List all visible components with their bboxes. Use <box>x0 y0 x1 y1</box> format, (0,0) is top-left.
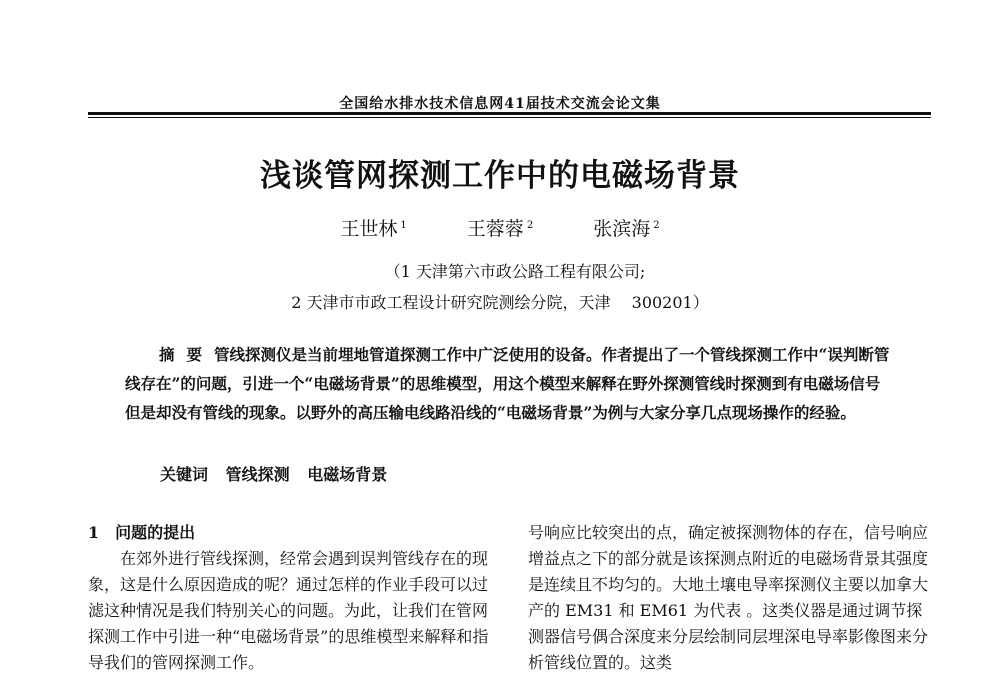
body-column-right <box>528 520 933 676</box>
abstract-text: 管线探测仪是当前埋地管道探测工作中广泛使用的设备。作者提出了一个管线探测工作中“误判断管线存在”的问题，引进一个“电磁场背景”的思维模型，用这个模型来解释在野外探测管线时探测到有电磁场信号但是却没有管线的现象。以野外的高压输电线路沿线的“电磁场背景”为例与大家分享几点现场操作的经验。 <box>125 345 890 422</box>
author-name: 张滨海 <box>593 218 651 240</box>
author <box>593 214 659 241</box>
author-affiliation-mark: 2 <box>653 219 660 231</box>
author-affiliation-mark: 2 <box>526 219 534 231</box>
abstract-label: 摘要 <box>159 345 215 364</box>
author-affiliation-mark: 1 <box>400 219 407 231</box>
keywords <box>160 462 387 485</box>
author-name: 王世林 <box>340 218 398 240</box>
author-name: 王蓉蓉 <box>466 218 524 240</box>
body-paragraph: 在郊外进行管线探测，经常会遇到误判管线存在的现象，这是什么原因造成的呢？通过怎样的作业手段可以过滤这种情况是我们特别关心的问题。为此，让我们在管网探测工作中引进一种“电磁场背景”的思维模型来解释和指导我们的管网探测工作。 <box>88 549 489 672</box>
author <box>467 214 533 241</box>
paper-title: 浅谈管网探测工作中的电磁场背景 <box>260 158 740 194</box>
body-column-left <box>88 520 493 676</box>
author <box>340 214 406 241</box>
affiliation-line: 2 天津市市政工程设计研究院测绘分院，天津 300201） <box>291 293 709 312</box>
keywords-label: 关键词 <box>160 465 209 484</box>
header-rule-thin <box>88 117 931 118</box>
keyword: 电磁场背景 <box>307 465 388 484</box>
affiliation-line: （1 天津第六市政公路工程有限公司; <box>384 262 646 281</box>
section-heading: 1 问题的提出 <box>88 523 196 542</box>
abstract <box>125 340 895 427</box>
header-rule-thick <box>88 112 931 115</box>
keyword: 管线探测 <box>225 465 290 484</box>
author-list <box>0 214 1000 241</box>
journal-header: 全国给水排水技术信息网41届技术交流会论文集 <box>339 96 661 112</box>
body-paragraph: 号响应比较突出的点，确定被探测物体的存在，信号响应增益点之下的部分就是该探测点附近的电磁场背景其强度是连续且不均匀的。大地土壤电导率探测仪主要以加拿大产的 EM31 和 EM61 为代表 。这类仪器是通过调节探测器信号偶合深度来分层绘制同层埋深电导率影像图来分析管线位置的。这类 <box>528 523 929 672</box>
